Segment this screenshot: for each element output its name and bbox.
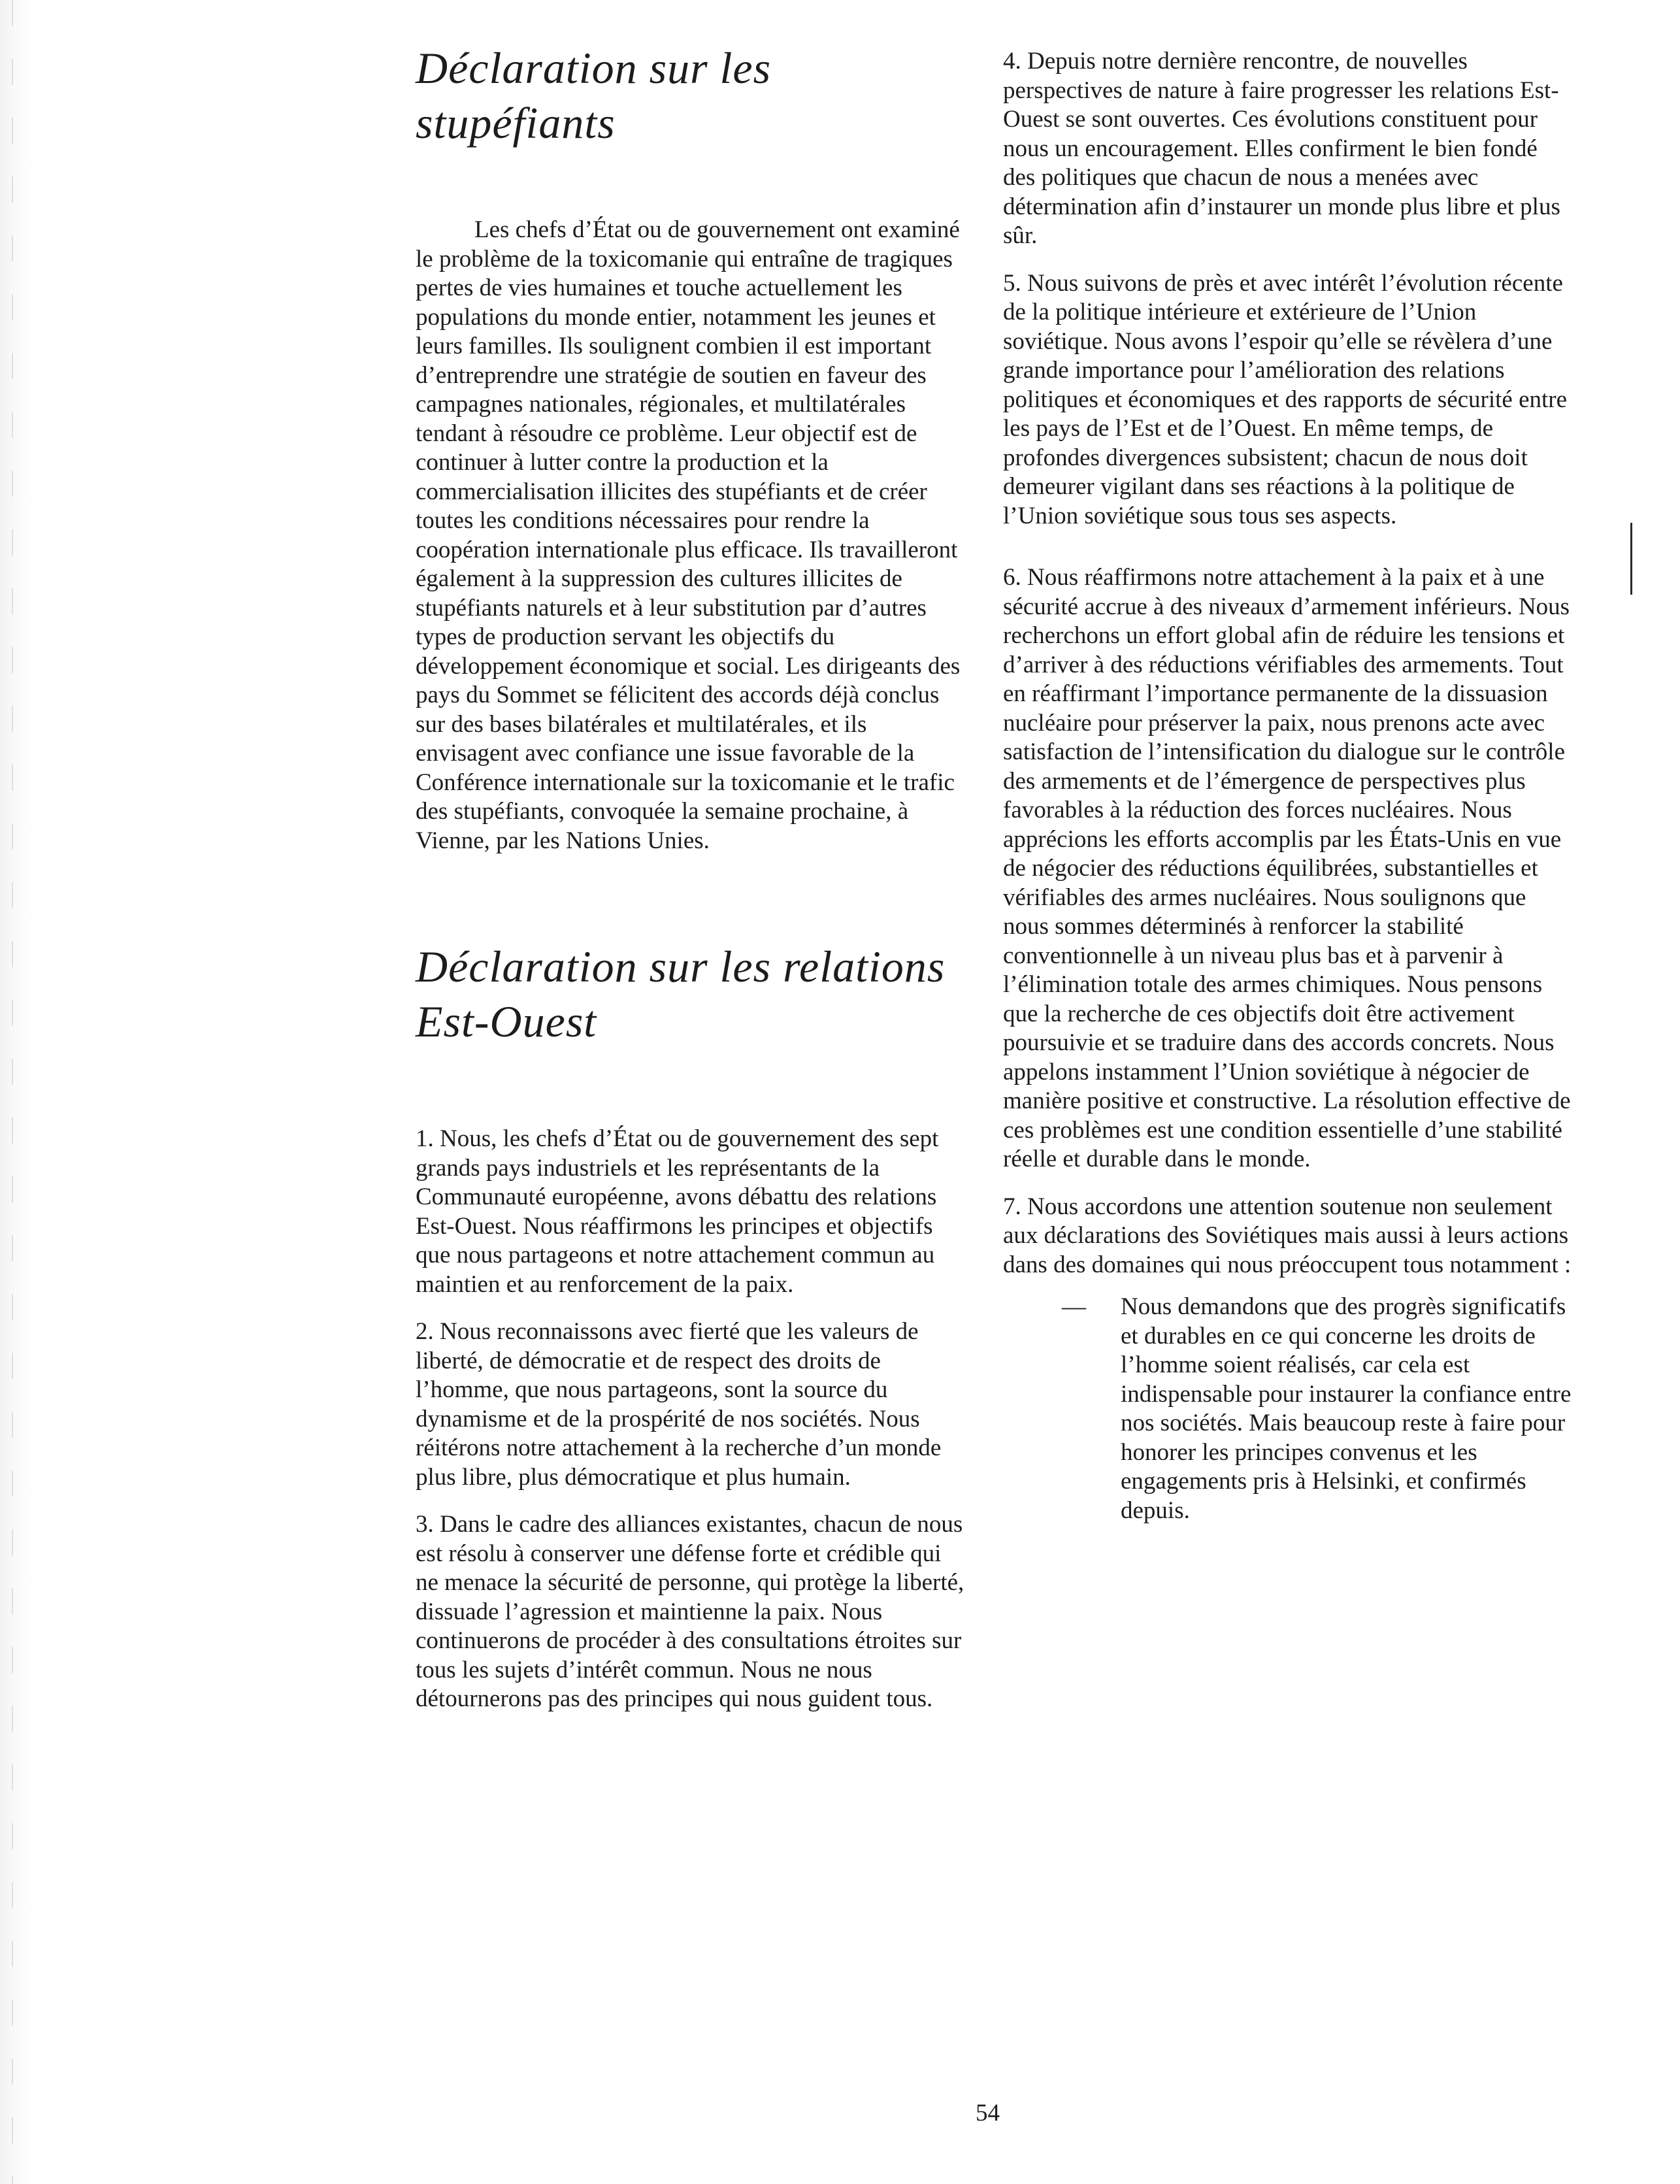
scan-edge [0,0,39,2184]
dash-item-text: Nous demandons que des progrès significatifs et durables en ce qui concerne les droits de l’homme soient réalisés, car cela est indispensable pour instaurer la confiance entre nos sociétés. Mais beaucoup reste à faire pour honorer les principes convenus et les engagements pris à Helsinki, et confirmés depuis. [1121,1293,1572,1524]
scan-mark [1630,523,1632,595]
dash-list-item [1003,1293,1575,1525]
paragraph-drugs: Les chefs d’État ou de gouvernement ont examiné le problème de la toxicomanie qui entraîne de tragiques pertes de vies humaines et touche actuellement les populations du monde entier, notamment les jeunes et leurs familles. Ils soulignent combien il est important d’entreprendre une stratégie de soutien en faveur des campagnes nationales, régionales, et multilatérales tendant à résoudre ce problème. Leur objectif est de continuer à lutter contre la production et la commercialisation illicites des stupéfiants et de créer toutes les conditions nécessaires pour rendre la coopération internationale plus efficace. Ils travailleront également à la suppression des cultures illicites de stupéfiants naturels et à leur substitution par d’autres types de production servant les objectifs du développement économique et social. Les dirigeants des pays du Sommet se félicitent des accords déjà conclus sur des bases bilatérales et multilatérales, et ils envisagent avec confiance une issue favorable de la Conférence internationale sur la toxicomanie et le trafic des stupéfiants, convoquée la semaine prochaine, à Vienne, par les Nations Unies. [416,216,961,854]
paragraph-5: 5. Nous suivons de près et avec intérêt l’évolution récente de la politique intérieure et extérieure de l’Union soviétique. Nous avons l’espoir qu’elle se révèlera d’une grande importance pour l’amélioration des relations politiques et économiques et des rapports de sécurité entre les pays de l’Est et de l’Ouest. En même temps, de profondes divergences subsistent; chacun de nous doit demeurer vigilant dans ses réactions à la politique de l’Union soviétique sous tous ses aspects. [1003,269,1568,529]
paragraph-7: 7. Nous accordons une attention soutenue non seulement aux déclarations des Soviétiques mais aussi à leurs actions dans des domaines qui nous préoccupent tous notamment : [1003,1193,1572,1278]
paragraph-2: 2. Nous reconnaissons avec fierté que les valeurs de liberté, de démocratie et de respect des droits de l’homme, que nous partageons, sont la source du dynamisme et de la prospérité de nos sociétés. Nous réitérons notre attachement à la recherche d’un monde plus libre, plus démocratique et plus humain. [416,1318,942,1491]
left-column [416,41,964,1714]
page-number: 54 [976,2100,1000,2126]
paragraph-4: 4. Depuis notre dernière rencontre, de nouvelles perspectives de nature à faire progresser les relations Est-Ouest se sont ouvertes. Ces évolutions constituent pour nous un encouragement. Elles confirment le bien fondé des politiques que chacun de nous a menées avec détermination afin d’instaurer un monde plus libre et plus sûr. [1003,48,1560,249]
scan-binding-shadow [12,0,13,2184]
heading-east-west-declaration: Déclaration sur les relations Est-Ouest [416,942,946,1046]
heading-drugs-declaration: Déclaration sur les stupéfiants [416,43,772,148]
dash-bullet: — [1062,1293,1086,1320]
right-column [1003,47,1575,1525]
paragraph-3: 3. Dans le cadre des alliances existantes, chacun de nous est résolu à conserver une défense forte et crédible qui ne menace la sécurité de personne, qui protège la liberté, dissuade l’agression et maintienne la paix. Nous continuerons de procéder à des consultations étroites sur tous les sujets d’intérêt commun. Nous ne nous détournerons pas des principes qui nous guident tous. [416,1511,964,1712]
paragraph-6: 6. Nous réaffirmons notre attachement à la paix et à une sécurité accrue à des niveaux d’armement inférieurs. Nous recherchons un effort global afin de réduire les tensions et d’arriver à des réductions vérifiables des armements. Tout en réaffirmant l’importance permanente de la dissuasion nucléaire pour préserver la paix, nous prenons acte avec satisfaction de l’intensification du dialogue sur le contrôle des armements et de l’émergence de perspectives plus favorables à la réduction des forces nucléaires. Nous apprécions les efforts accomplis par les États-Unis en vue de négocier des réductions équilibrées, substantielles et vérifiables des armes nucléaires. Nous soulignons que nous sommes déterminés à renforcer la stabilité conventionnelle à un niveau plus bas et à parvenir à l’élimination totale des armes chimiques. Nous pensons que la recherche de ces objectifs doit être activement poursuivie et se traduire dans des accords concrets. Nous appelons instamment l’Union soviétique à négocier de manière positive et constructive. La résolution effective de ces problèmes est une condition essentielle d’une stabilité réelle et durable dans le monde. [1003,564,1571,1172]
paragraph-1: 1. Nous, les chefs d’État ou de gouvernement des sept grands pays industriels et les représentants de la Communauté européenne, avons débattu des relations Est-Ouest. Nous réaffirmons les principes et objectifs que nous partageons et notre attachement commun au maintien et au renforcement de la paix. [416,1125,939,1298]
